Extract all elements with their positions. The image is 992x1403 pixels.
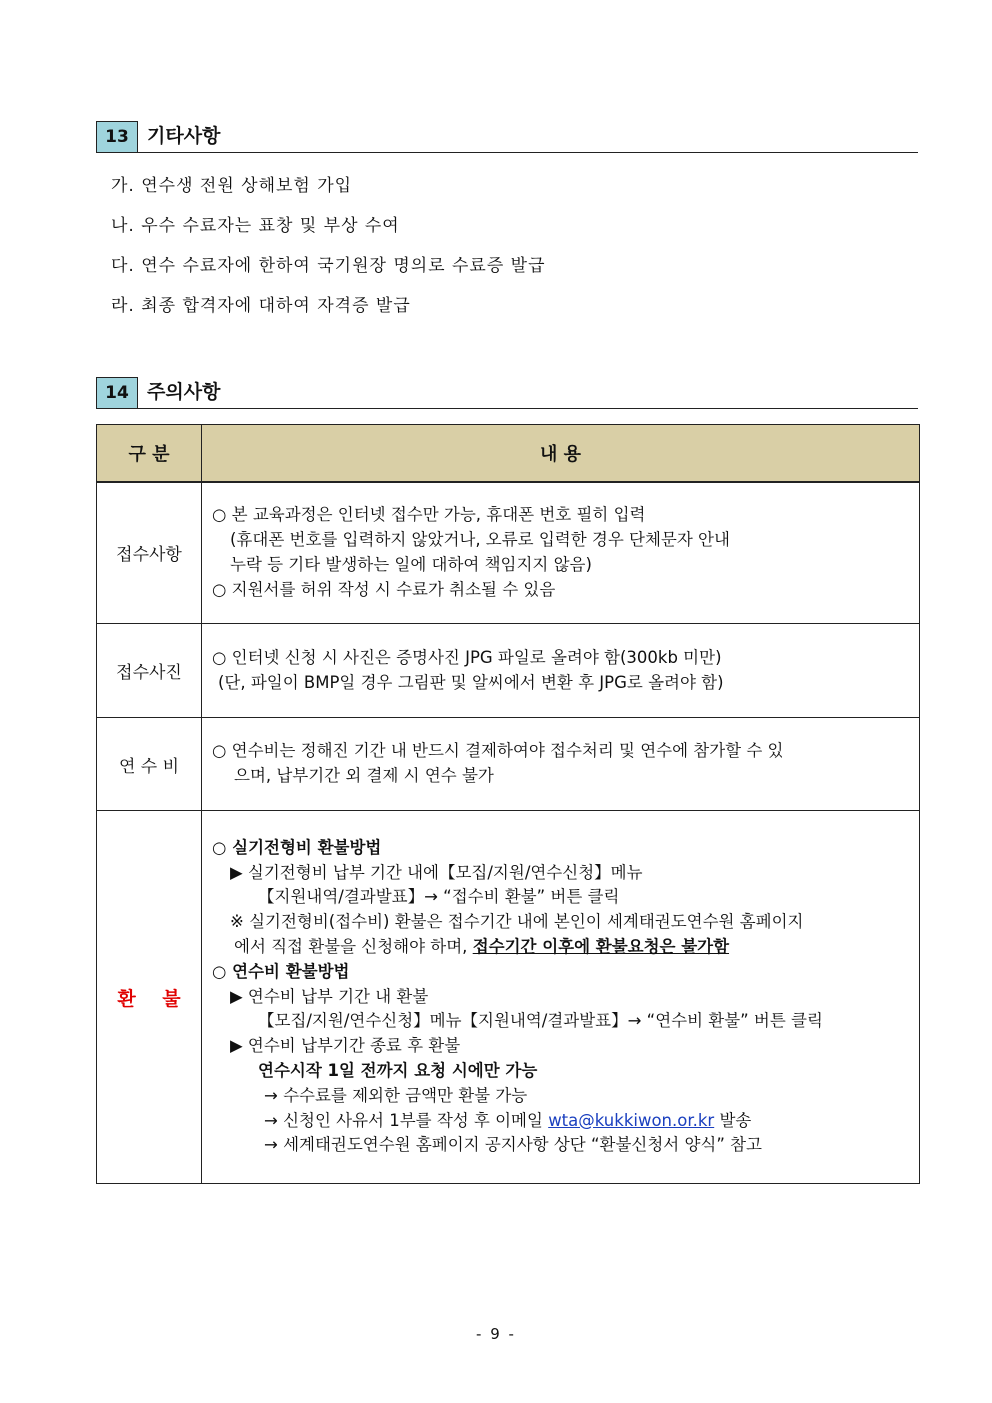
table-row-fee: [97, 718, 920, 811]
row-content: [202, 624, 920, 718]
text-line: ▶ 연수비 납부기간 종료 후 환불: [230, 1036, 461, 1056]
header-category: 구 분: [97, 425, 202, 482]
section-13-header: [96, 121, 918, 153]
notice-table: [96, 424, 920, 1184]
subsection-title: ○ 연수비 환불방법: [212, 961, 350, 981]
table-row-reception: [97, 482, 920, 624]
text-line: 【지원내역/결과발표】→ “접수비 환불” 버튼 클릭: [258, 887, 620, 907]
row-content: [202, 718, 920, 811]
table-row-photo: [97, 624, 920, 718]
list-item: 나. 우수 수료자는 표창 및 부상 수여: [111, 216, 400, 236]
page-number: - 9 -: [476, 1325, 516, 1343]
warning-text: 접수기간 이후에 환불요청은 불가함: [472, 937, 730, 956]
header-content: 내 용: [202, 425, 920, 482]
note-line: [212, 935, 911, 960]
row-label: 연 수 비: [97, 718, 202, 811]
text-line: 누락 등 기타 발생하는 일에 대하여 책임지지 않음): [230, 554, 592, 574]
section-title: 주의사항: [147, 381, 221, 403]
text-line: 【모집/지원/연수신청】메뉴【지원내역/결과발표】→ “연수비 환불” 버튼 클릭: [258, 1011, 823, 1031]
note-text: 에서 직접 환불을 신청해야 하며,: [234, 937, 473, 956]
note-line: ※ 실기전형비(접수비) 환불은 접수기간 내에 본인이 세계태권도연수원 홈페이지: [230, 912, 804, 932]
list-item: 라. 최종 합격자에 대하여 자격증 발급: [111, 296, 411, 316]
list-item: 다. 연수 수료자에 한하여 국기원장 명의로 수료증 발급: [111, 256, 546, 276]
table-header-row: [97, 425, 920, 482]
row-content: [202, 482, 920, 624]
text-line: (단, 파일이 BMP일 경우 그림판 및 알씨에서 변환 후 JPG로 올려야 함): [218, 672, 724, 692]
text-line: → 수수료를 제외한 금액만 환불 가능: [264, 1085, 528, 1105]
text-span: 발송: [714, 1110, 752, 1130]
email-link[interactable]: wta@kukkiwon.or.kr: [548, 1110, 715, 1130]
bullet-line: ○ 인터넷 신청 시 사진은 증명사진 JPG 파일로 올려야 함(300kb 미만): [212, 647, 722, 667]
text-line: ▶ 실기전형비 납부 기간 내에【모집/지원/연수신청】메뉴: [230, 862, 643, 882]
etc-list: [111, 174, 546, 334]
bullet-line: ○ 본 교육과정은 인터넷 접수만 가능, 휴대폰 번호 필히 입력: [212, 505, 646, 525]
text-line: → 세계태권도연수원 홈페이지 공지사항 상단 “환불신청서 양식” 참고: [264, 1135, 762, 1155]
row-label: 환 불: [97, 811, 202, 1184]
section-14-header: [96, 377, 918, 409]
subsection-title: ○ 실기전형비 환불방법: [212, 837, 382, 857]
text-line: ▶ 연수비 납부 기간 내 환불: [230, 986, 429, 1006]
bullet-line: ○ 지원서를 허위 작성 시 수료가 취소될 수 있음: [212, 579, 556, 599]
text-line: [212, 1109, 911, 1134]
list-item: 가. 연수생 전원 상해보험 가입: [111, 176, 353, 196]
section-number: 14: [96, 377, 138, 408]
text-line: (휴대폰 번호를 입력하지 않았거나, 오류로 입력한 경우 단체문자 안내: [230, 529, 730, 549]
row-content: [202, 811, 920, 1184]
text-line: 으며, 납부기간 외 결제 시 연수 불가: [234, 766, 494, 785]
row-label: 접수사진: [97, 624, 202, 718]
bullet-line: ○ 연수비는 정해진 기간 내 반드시 결제하여야 접수처리 및 연수에 참가할 수 있: [212, 741, 784, 761]
text-span: → 신청인 사유서 1부를 작성 후 이메일: [264, 1110, 549, 1130]
table-row-refund: [97, 811, 920, 1184]
section-title: 기타사항: [147, 125, 221, 147]
emphasis-line: 연수시작 1일 전까지 요청 시에만 가능: [258, 1060, 538, 1080]
row-label: 접수사항: [97, 482, 202, 624]
section-number: 13: [96, 121, 138, 152]
